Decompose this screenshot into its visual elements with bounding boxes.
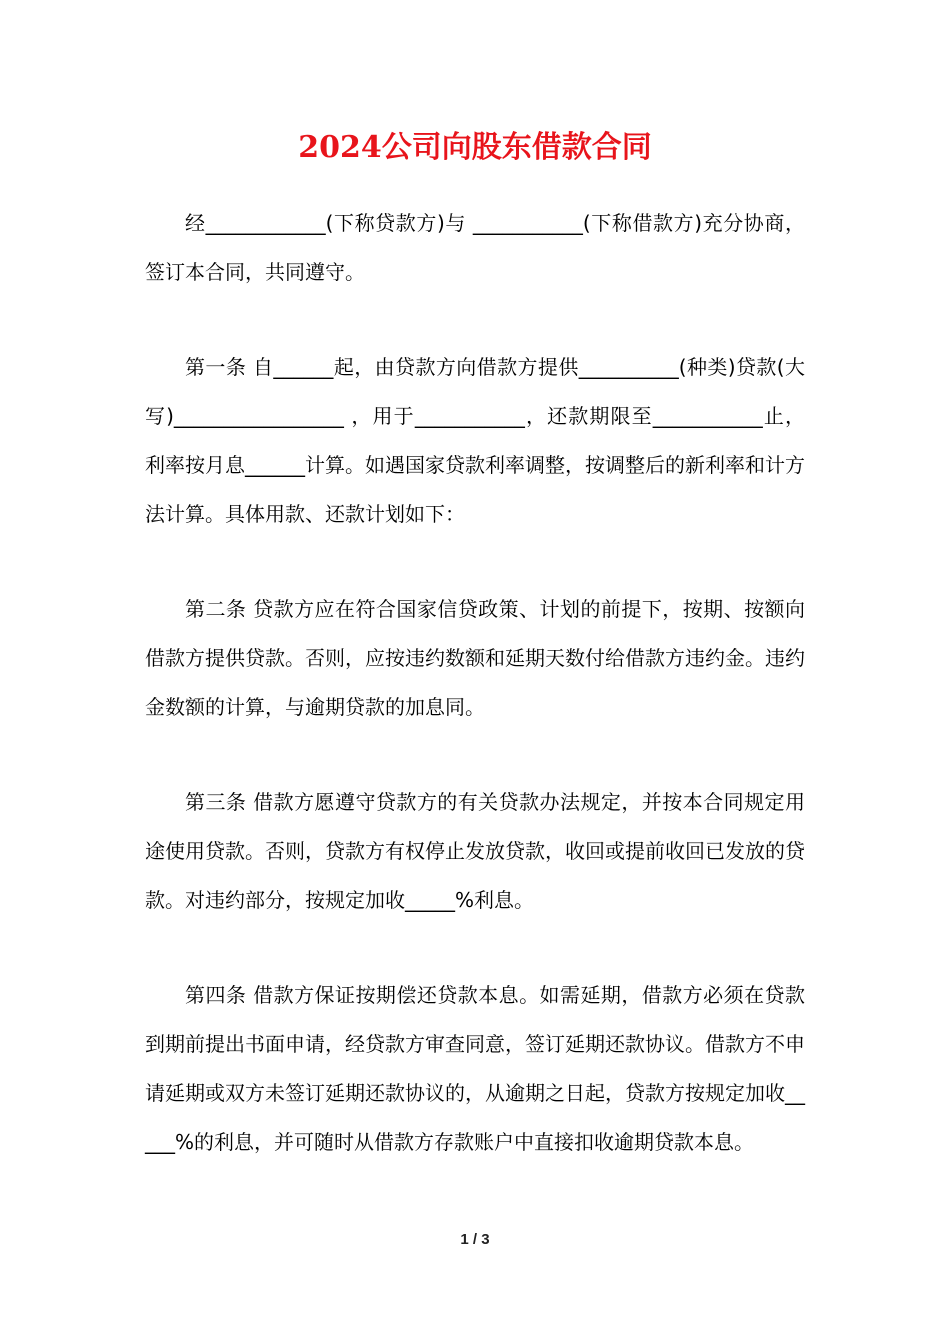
paragraph-article-3: 第三条 借款方愿遵守贷款方的有关贷款办法规定，并按本合同规定用途使用贷款。否则，贷款方有权停止发放贷款，收回或提前收回已发放的贷款。对违约部分，按规定加收_____%利息。	[145, 790, 805, 912]
paragraph-intro: 经____________(下称贷款方)与 ___________(下称借款方)充分协商，签订本合同，共同遵守。	[145, 211, 805, 284]
page-number: 1 / 3	[460, 1231, 490, 1248]
paragraph-article-1: 第一条 自______起，由贷款方向借款方提供__________(种类)贷款(大写)_________________ ，用于___________，还款期限至___________止，利率按月息______计算。如遇国家贷款利率调整，按调整后的新利率和计方法计算。具体用款、还款计划如下：	[145, 355, 805, 526]
paragraph-article-4: 第四条 借款方保证按期偿还贷款本息。如需延期，借款方必须在贷款到期前提出书面申请，经贷款方审查同意，签订延期还款协议。借款方不申请延期或双方未签订延期还款协议的，从逾期之日起，贷款方按规定加收_____%的利息，并可随时从借款方存款账户中直接扣收逾期贷款本息。	[145, 983, 805, 1154]
document-body	[145, 199, 805, 1213]
paragraph-article-2: 第二条 贷款方应在符合国家信贷政策、计划的前提下，按期、按额向借款方提供贷款。否则，应按违约数额和延期天数付给借款方违约金。违约金数额的计算，与逾期贷款的加息同。	[145, 597, 805, 719]
document-title: 2024公司向股东借款合同	[298, 130, 652, 165]
